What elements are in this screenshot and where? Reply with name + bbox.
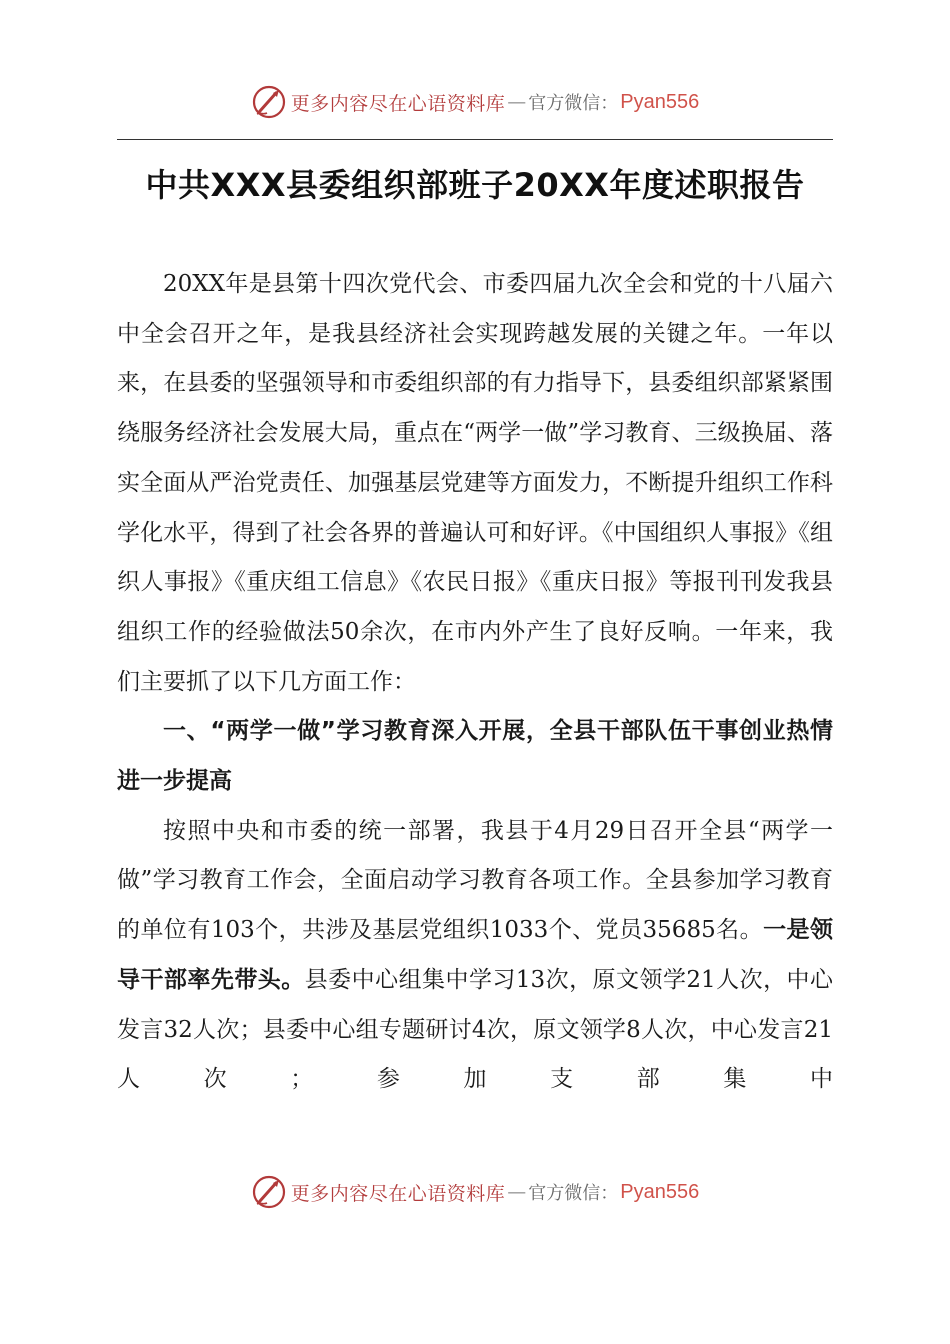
watermark-dash: — — [507, 1181, 527, 1203]
header-rule — [117, 139, 833, 140]
document-title: 中共XXX县委组织部班子20XX年度述职报告 — [145, 166, 805, 204]
watermark-banner-top — [0, 82, 950, 122]
pen-logo-icon — [251, 84, 287, 120]
section-heading-1: 一、“两学一做”学习教育深入开展，全县干部队伍干事创业热情进一步提高 — [117, 718, 833, 795]
watermark-main-text: 更多内容尽在心语资料库 — [290, 1182, 506, 1205]
watermark-wechat-id: Pyan556 — [620, 1180, 700, 1203]
paragraph-emphasis: 一是领导干部率先带头。 — [117, 917, 834, 993]
pen-logo-icon — [251, 1174, 287, 1210]
watermark-sub-text: 官方微信： — [528, 93, 619, 114]
paragraph-section-1-end: 县委中心组集中学习13次，原文领学21人次，中心发言32人次；县委中心组专题研讨4次，原文领学8人次，中心发言21人次；参加支部集中 — [117, 966, 833, 1093]
watermark-wechat-id: Pyan556 — [620, 90, 700, 113]
document-body — [117, 260, 833, 1105]
paragraph-intro: 20XX年是县第十四次党代会、市委四届九次全会和党的十八届六中全会召开之年，是我县经济社会实现跨越发展的关键之年。一年以来，在县委的坚强领导和市委组织部的有力指导下，县委组织部紧紧围绕服务经济社会发展大局，重点在“两学一做”学习教育、三级换届、落实全面从严治党责任、加强基层党建等方面发力，不断提升组织工作科学化水平，得到了社会各界的普遍认可和好评。《中国组织人事报》《组织人事报》《重庆组工信息》《农民日报》《重庆日报》等报刊刊发我县组织工作的经验做法50余次，在市内外产生了良好反响。一年来，我们主要抓了以下几方面工作： — [117, 271, 833, 695]
paragraph-section-1 — [117, 807, 833, 1105]
paragraph-section-1-start: 按照中央和市委的统一部署，我县于4月29日召开全县“两学一做”学习教育工作会，全面启动学习教育各项工作。全县参加学习教育的单位有103个，共涉及基层党组织1033个、党员35685名。 — [117, 817, 833, 944]
watermark-dash: — — [507, 91, 527, 113]
watermark-banner-bottom — [0, 1172, 950, 1212]
watermark-main-text: 更多内容尽在心语资料库 — [290, 92, 506, 115]
watermark-sub-text: 官方微信： — [528, 1183, 619, 1204]
